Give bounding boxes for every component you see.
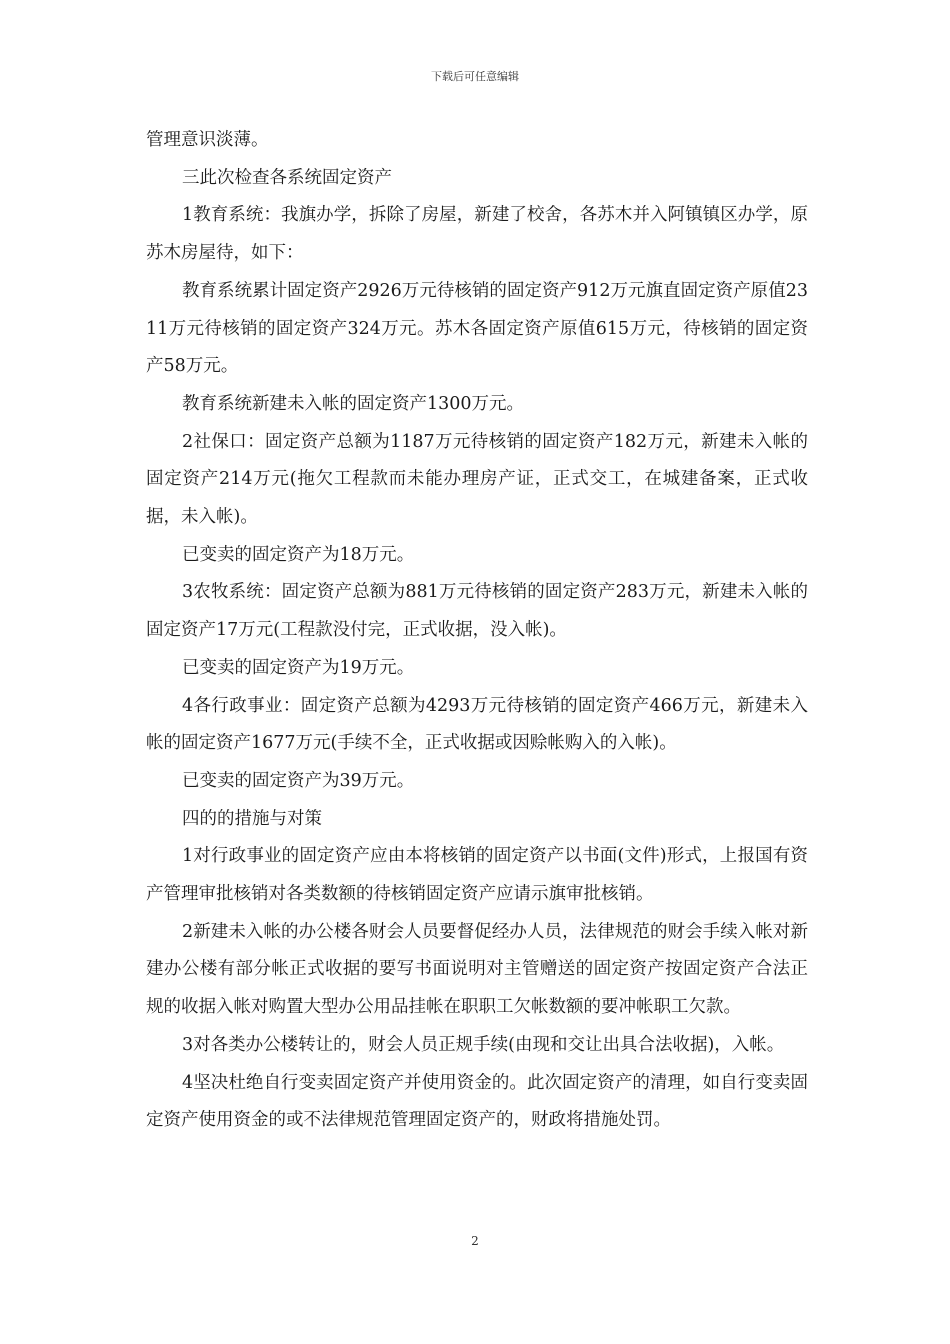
page-header: 下载后可任意编辑: [431, 70, 519, 83]
paragraph-continuation: 管理意识淡薄。: [146, 130, 269, 150]
document-body: [146, 122, 808, 1140]
paragraph: 2社保口：固定资产总额为1187万元待核销的固定资产182万元，新建未入帐的固定资产214万元(拖欠工程款而未能办理房产证，正式交工，在城建备案，正式收据，未入帐)。: [146, 431, 808, 528]
page-number: 2: [471, 1234, 479, 1248]
paragraph: 已变卖的固定资产为18万元。: [182, 544, 415, 565]
paragraph: 教育系统累计固定资产2926万元待核销的固定资产912万元旗直固定资产原值2311万元待核销的固定资产324万元。苏木各固定资产原值615万元，待核销的固定资产58万元。: [146, 280, 808, 377]
paragraph: 4坚决杜绝自行变卖固定资产并使用资金的。此次固定资产的清理，如自行变卖固定资产使用资金的或不法律规范管理固定资产的，财政将措施处罚。: [146, 1072, 808, 1131]
paragraph: 1对行政事业的固定资产应由本将核销的固定资产以书面(文件)形式，上报国有资产管理审批核销对各类数额的待核销固定资产应请示旗审批核销。: [146, 846, 808, 905]
paragraph: 已变卖的固定资产为19万元。: [182, 657, 415, 678]
section-heading: 四的的措施与对策: [182, 808, 322, 829]
paragraph: 教育系统新建未入帐的固定资产1300万元。: [182, 393, 525, 414]
paragraph: 3农牧系统：固定资产总额为881万元待核销的固定资产283万元，新建未入帐的固定资产17万元(工程款没付完，正式收据，没入帐)。: [146, 582, 808, 641]
paragraph: 4各行政事业：固定资产总额为4293万元待核销的固定资产466万元，新建未入帐的固定资产1677万元(手续不全，正式收据或因赊帐购入的入帐)。: [146, 695, 808, 754]
paragraph: 3对各类办公楼转让的，财会人员正规手续(由现和交让出具合法收据)，入帐。: [182, 1034, 785, 1055]
section-heading: 三此次检查各系统固定资产: [182, 167, 392, 188]
paragraph: 已变卖的固定资产为39万元。: [182, 770, 415, 791]
paragraph: 2新建未入帐的办公楼各财会人员要督促经办人员，法律规范的财会手续入帐对新建办公楼有部分帐正式收据的要写书面说明对主管赠送的固定资产按固定资产合法正规的收据入帐对购置大型办公用品挂帐在职职工欠帐数额的要冲帐职工欠款。: [146, 921, 808, 1018]
paragraph: 1教育系统：我旗办学，拆除了房屋，新建了校舍，各苏木并入阿镇镇区办学，原苏木房屋待，如下：: [146, 205, 808, 264]
